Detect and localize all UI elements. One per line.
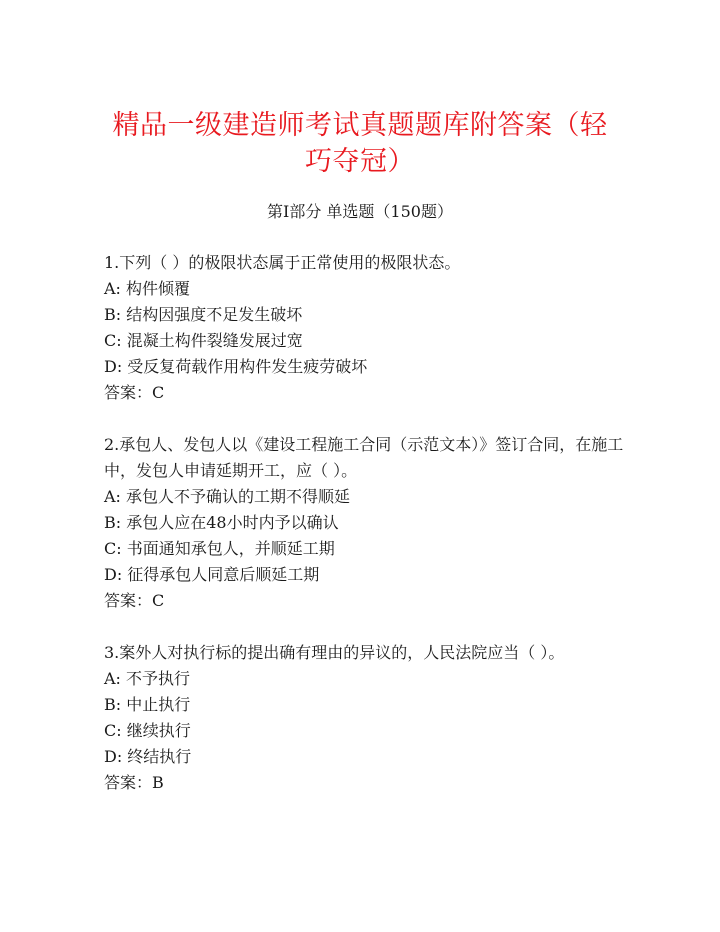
option-a: A: 承包人不予确认的工期不得顺延: [104, 487, 351, 506]
question-2: [104, 432, 624, 614]
option-b: B: 结构因强度不足发生破坏: [104, 305, 303, 324]
option-a: A: 构件倾覆: [104, 279, 191, 298]
answer: 答案：C: [104, 591, 165, 610]
option-c: C: 继续执行: [104, 721, 191, 740]
question-stem: 1.下列（ ）的极限状态属于正常使用的极限状态。: [104, 253, 461, 272]
answer: 答案：B: [104, 773, 164, 792]
section-heading: 第Ⅰ部分 单选题（150题）: [267, 202, 453, 221]
document-title: 精品一级建造师考试真题题库附答案（轻巧夺冠）: [112, 110, 608, 177]
option-b: B: 承包人应在48小时内予以确认: [104, 513, 339, 532]
option-d: D: 受反复荷载作用构件发生疲劳破坏: [104, 357, 368, 376]
question-list: [104, 250, 624, 822]
option-d: D: 征得承包人同意后顺延工期: [104, 565, 320, 584]
option-c: C: 书面通知承包人，并顺延工期: [104, 539, 335, 558]
answer: 答案：C: [104, 383, 165, 402]
option-d: D: 终结执行: [104, 747, 192, 766]
option-b: B: 中止执行: [104, 695, 191, 714]
question-3: [104, 640, 624, 796]
question-stem: 2.承包人、发包人以《建设工程施工合同（示范文本）》签订合同，在施工中，发包人申请延期开工，应（ ）。: [104, 435, 624, 480]
option-a: A: 不予执行: [104, 669, 191, 688]
question-1: [104, 250, 624, 406]
question-stem: 3.案外人对执行标的提出确有理由的异议的，人民法院应当（ ）。: [104, 643, 565, 662]
option-c: C: 混凝土构件裂缝发展过宽: [104, 331, 303, 350]
